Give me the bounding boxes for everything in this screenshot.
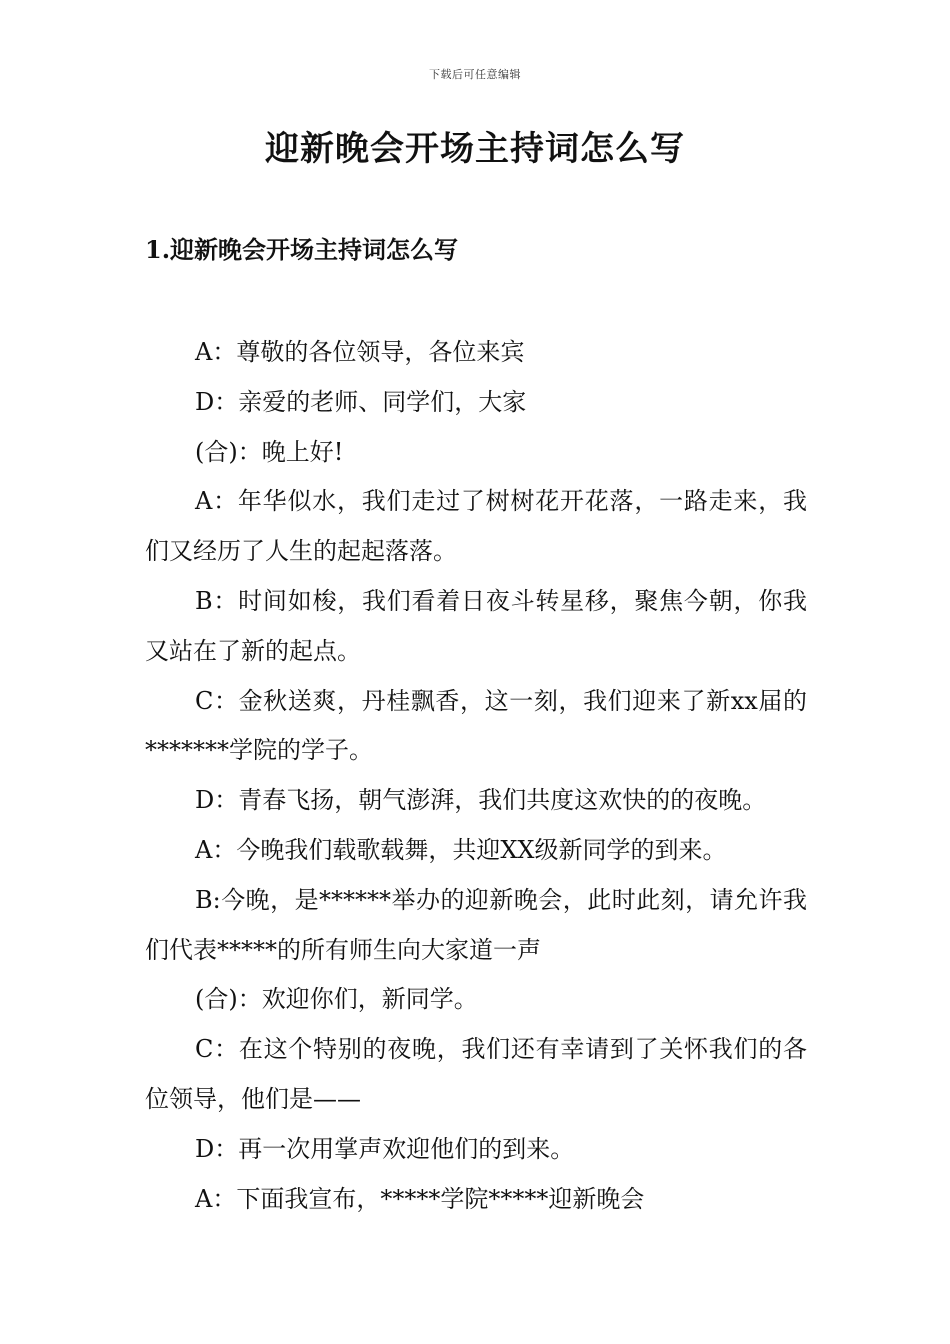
header-note: 下载后可任意编辑 (429, 68, 521, 81)
paragraph: A：年华似水，我们走过了树树花开花落，一路走来，我们又经历了人生的起起落落。 (145, 487, 807, 566)
paragraph: (合)：晚上好! (195, 437, 344, 466)
paragraph: D：青春飞扬，朝气澎湃，我们共度这欢快的的夜晚。 (195, 786, 767, 815)
paragraph: C：金秋送爽，丹桂飘香，这一刻，我们迎来了新xx届的*******学院的学子。 (145, 686, 807, 765)
paragraph: D：亲爱的老师、同学们，大家 (195, 387, 527, 416)
paragraph: D：再一次用掌声欢迎他们的到来。 (195, 1134, 575, 1163)
paragraph: A：今晚我们载歌载舞，共迎XX级新同学的到来。 (195, 835, 727, 864)
document-title: 迎新晚会开场主持词怎么写 (265, 129, 685, 169)
paragraph: B：时间如梭，我们看着日夜斗转星移，聚焦今朝，你我又站在了新的起点。 (145, 586, 807, 665)
paragraph: A：下面我宣布，*****学院*****迎新晚会 (195, 1184, 645, 1213)
paragraph: A：尊敬的各位领导，各位来宾 (195, 338, 525, 366)
paragraph: (合)：欢迎你们，新同学。 (195, 985, 478, 1014)
paragraph: C：在这个特别的夜晚，我们还有幸请到了关怀我们的各位领导，他们是—— (145, 1035, 807, 1113)
document-body (145, 328, 807, 1224)
section-heading: 1.迎新晚会开场主持词怎么写 (145, 235, 459, 264)
paragraph: B:今晚，是******举办的迎新晚会，此时此刻，请允许我们代表*****的所有师生向大家道一声 (145, 885, 807, 964)
